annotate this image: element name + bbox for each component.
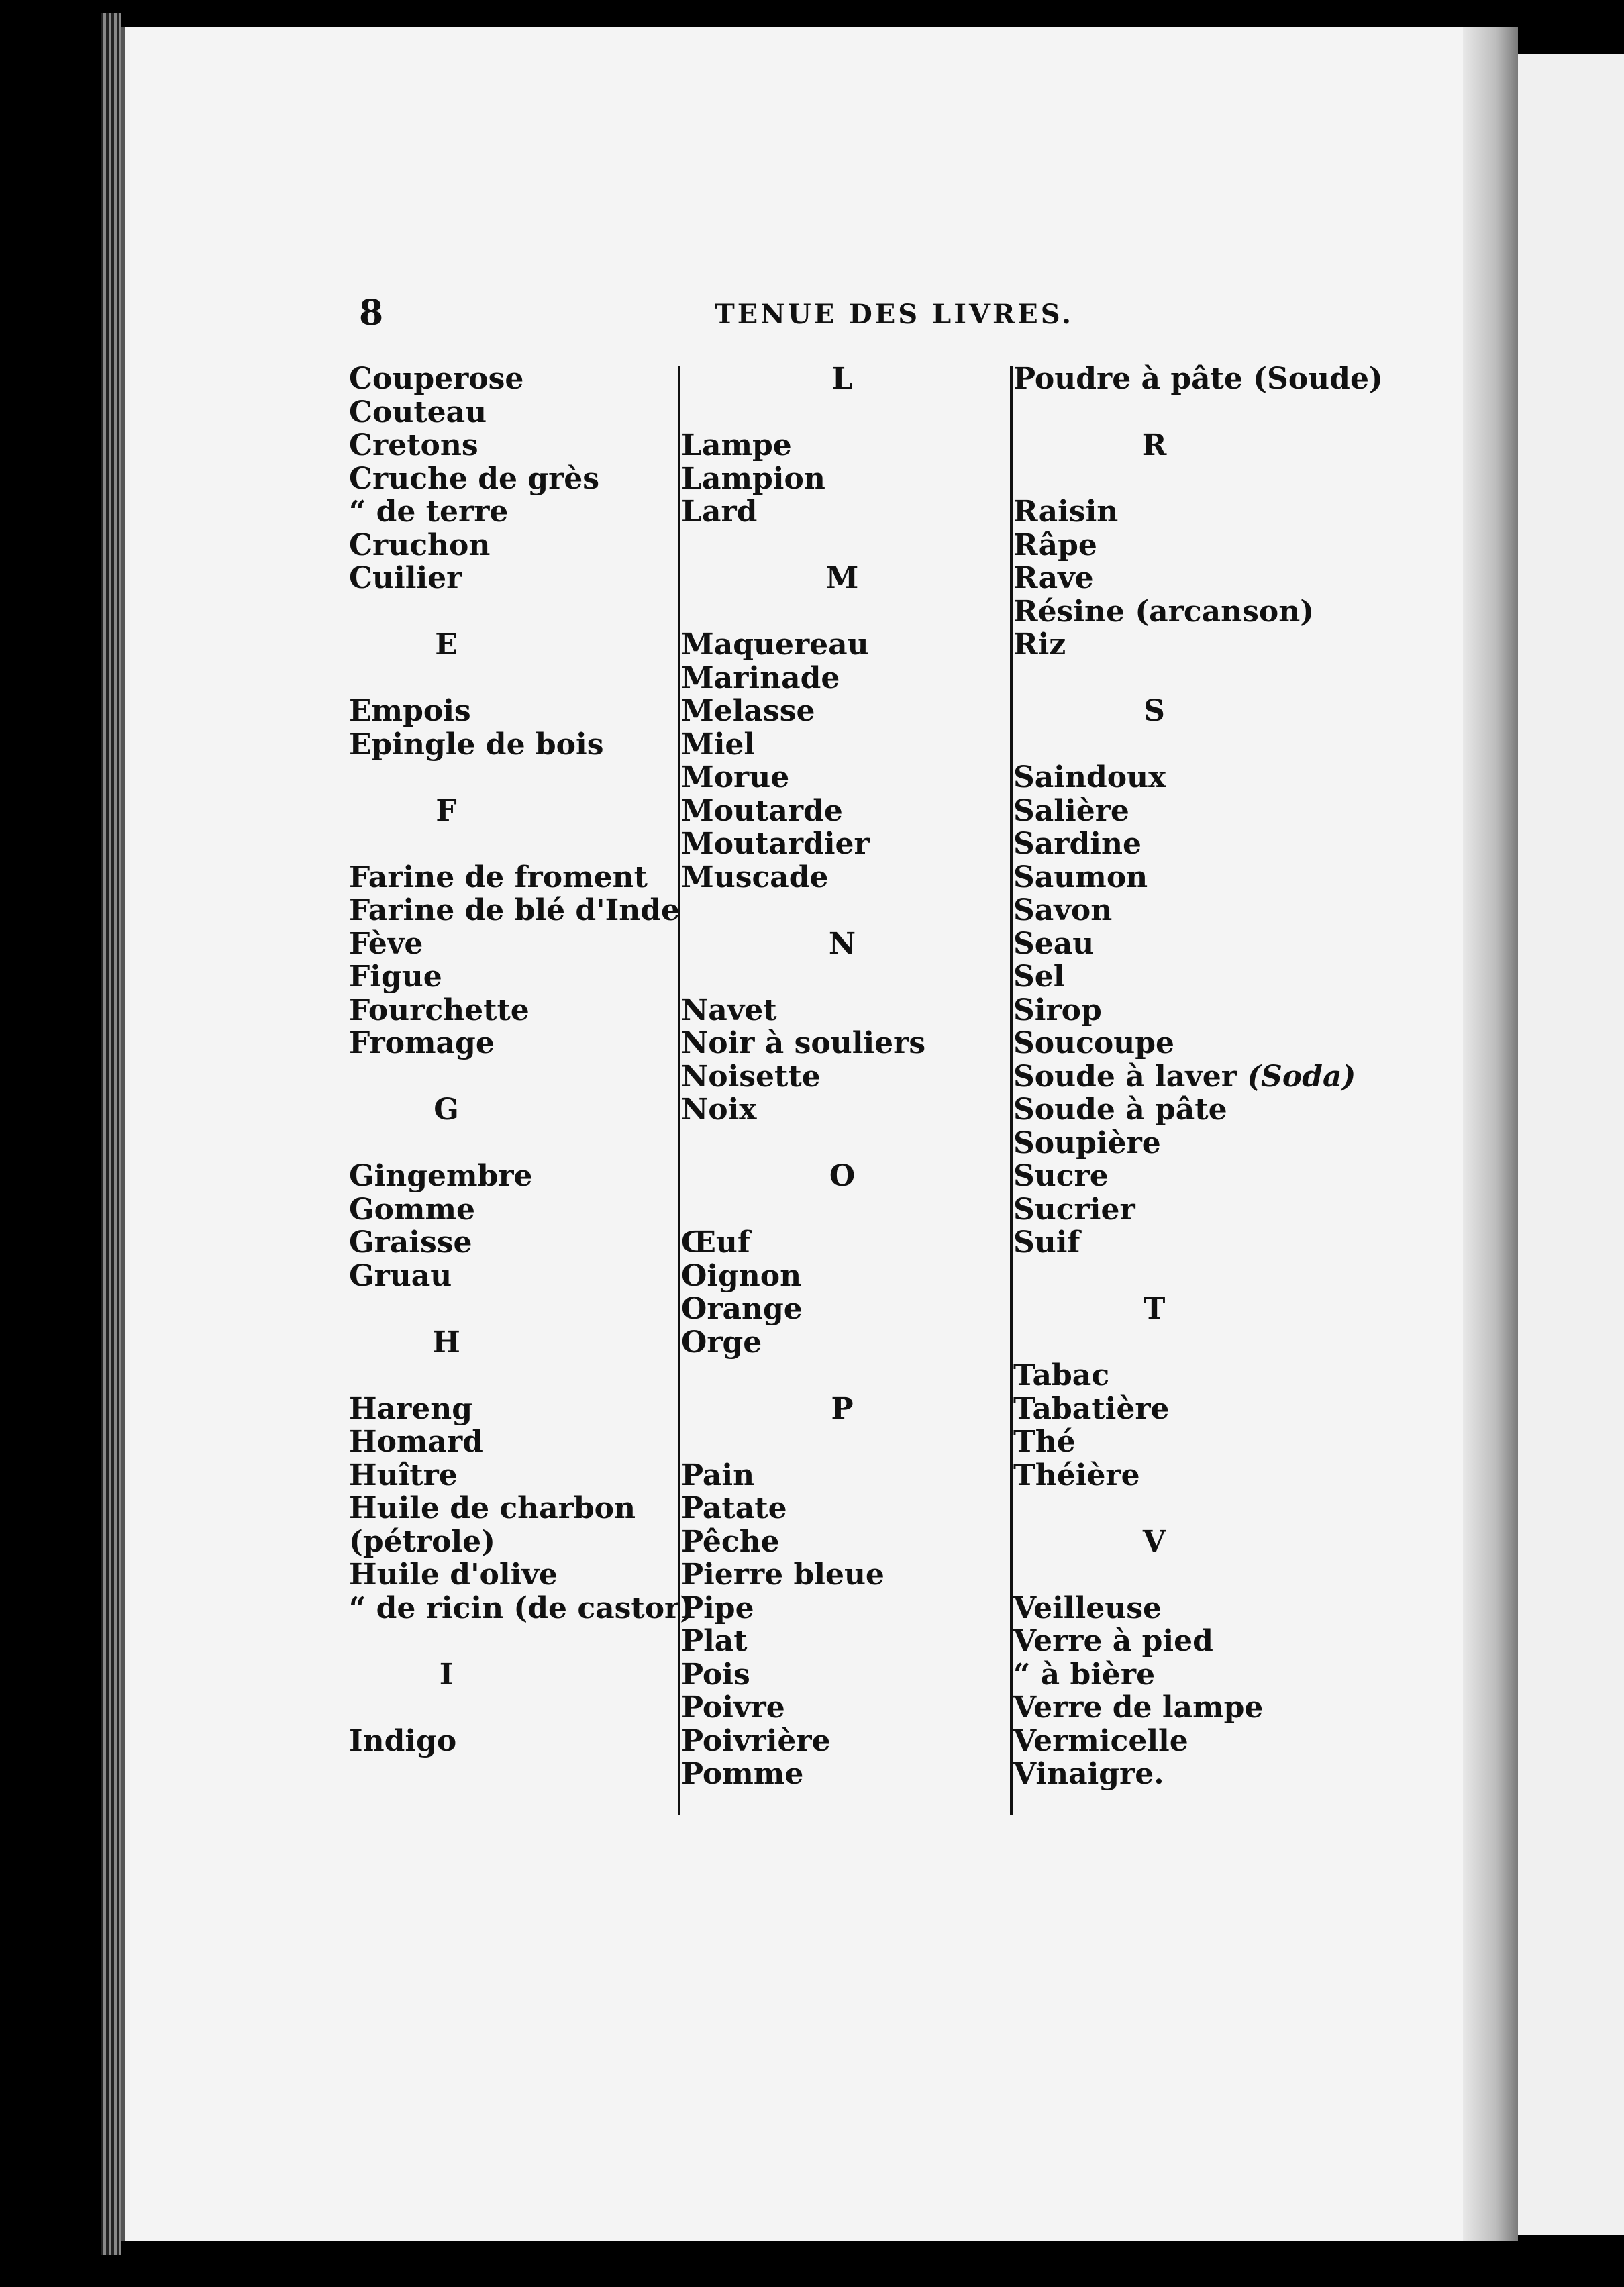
word-entry [1013, 1691, 1389, 1725]
word-entry [1013, 1725, 1389, 1758]
section-letter: F [436, 793, 457, 828]
word-entry [349, 1193, 671, 1227]
word-entry [681, 1492, 1003, 1525]
section-letter: P [831, 1391, 854, 1426]
spacer [349, 1691, 671, 1725]
word-text: Indigo [349, 1723, 457, 1758]
spacer [1013, 1492, 1389, 1525]
word-text: Thé [1013, 1425, 1076, 1459]
word-entry [349, 893, 680, 927]
word-entry [681, 695, 1003, 728]
word-text: Riz [1013, 627, 1066, 662]
word-text: Orge [681, 1325, 762, 1360]
word-entry [681, 1558, 1003, 1592]
word-entry [1013, 628, 1389, 662]
word-text: (pétrole) [349, 1524, 495, 1559]
word-text: Œuf [681, 1225, 750, 1260]
spacer [1013, 728, 1389, 762]
word-text: Sucre [1013, 1159, 1109, 1193]
word-entry [1013, 795, 1389, 828]
word-entry [681, 994, 1003, 1027]
word-text: Couteau [349, 395, 487, 429]
word-entry [681, 728, 1003, 762]
word-entry [1013, 495, 1389, 529]
word-text: Pierre bleue [681, 1558, 884, 1592]
page-stack-edge [101, 13, 121, 2255]
word-text: Saindoux [1013, 760, 1166, 795]
section-letter: L [831, 362, 853, 396]
word-text: Maquereau [681, 627, 869, 662]
word-text: Orange [681, 1292, 803, 1326]
word-column-3 [1013, 362, 1389, 1791]
word-text: Gomme [349, 1192, 476, 1227]
word-text: Noisette [681, 1059, 821, 1094]
word-text: Suif [1013, 1225, 1080, 1260]
word-entry [1013, 1093, 1389, 1127]
word-entry [681, 495, 1003, 529]
word-text: Tabatière [1013, 1391, 1170, 1426]
word-entry [349, 728, 671, 762]
word-text: Huile de charbon [349, 1491, 636, 1525]
spacer [1013, 396, 1389, 429]
word-entry [681, 628, 1003, 662]
word-entry [681, 1292, 1003, 1326]
word-text: Vermicelle [1013, 1723, 1188, 1758]
word-entry [1013, 595, 1389, 629]
section-letter: R [1141, 428, 1167, 462]
word-entry [1013, 1127, 1389, 1160]
word-entry [681, 1060, 1003, 1094]
word-entry [349, 994, 671, 1027]
word-text: Oignon [681, 1258, 802, 1293]
word-text: Noix [681, 1092, 757, 1127]
word-text: Huître [349, 1458, 458, 1492]
word-entry [1013, 1359, 1389, 1392]
word-text: Navet [681, 993, 777, 1027]
word-entry [681, 1691, 1003, 1725]
word-entry [1013, 994, 1389, 1027]
spacer [681, 960, 1003, 994]
word-entry [1013, 1392, 1389, 1426]
word-text: Miel [681, 727, 756, 762]
word-text: Tabac [1013, 1358, 1110, 1392]
word-entry [681, 1525, 1003, 1559]
word-entry [349, 1260, 671, 1293]
word-entry [1013, 861, 1389, 895]
word-entry [1013, 761, 1389, 795]
spacer [349, 827, 671, 861]
word-text: Plat [681, 1624, 748, 1658]
section-letter: E [435, 627, 458, 662]
spacer [1013, 1558, 1389, 1592]
word-text: Soude à laver [1013, 1059, 1237, 1094]
section-letter: S [1144, 694, 1165, 728]
word-entry [1013, 960, 1389, 994]
spacer [681, 396, 1003, 429]
word-entry [1013, 1459, 1389, 1492]
word-text: Râpe [1013, 527, 1097, 562]
word-entry [349, 362, 671, 396]
word-entry [1013, 1758, 1389, 1791]
word-entry [349, 529, 671, 562]
word-text: Théière [1013, 1458, 1140, 1492]
word-entry [681, 827, 1003, 861]
spacer [681, 1359, 1003, 1392]
word-text: Marinade [681, 660, 840, 695]
page-number: 8 [359, 293, 384, 334]
word-text: Fourchette [349, 993, 529, 1027]
word-entry [349, 1590, 695, 1625]
word-entry [349, 1459, 671, 1492]
word-entry [1013, 1658, 1389, 1692]
word-entry [1013, 1425, 1389, 1459]
word-entry [1013, 1226, 1389, 1260]
word-entry [349, 1725, 671, 1758]
word-entry [1013, 894, 1389, 927]
word-entry [681, 761, 1003, 795]
word-text: Morue [681, 760, 790, 795]
section-letter: H [432, 1325, 460, 1360]
facing-page-edge [1518, 54, 1624, 2235]
word-text: Graisse [349, 1225, 472, 1260]
word-entry [681, 1260, 1003, 1293]
word-text: Pain [681, 1458, 755, 1492]
spacer [681, 1127, 1003, 1160]
word-text: Soude à pâte [1013, 1092, 1227, 1127]
word-entry [349, 462, 671, 496]
word-text: Saumon [1013, 860, 1148, 895]
spacer [349, 1127, 671, 1160]
spacer [349, 662, 671, 695]
word-entry [349, 495, 671, 529]
word-text: Soucoupe [1013, 1026, 1175, 1060]
word-text: Gruau [349, 1258, 452, 1293]
word-entry [349, 1525, 671, 1559]
word-text: Sardine [1013, 827, 1141, 861]
word-text: Raisin [1013, 495, 1119, 529]
word-column-1 [349, 362, 695, 1758]
word-text: Seau [1013, 926, 1095, 961]
word-entry [349, 1226, 671, 1260]
word-entry [681, 1725, 1003, 1758]
section-letter: I [439, 1657, 454, 1692]
word-entry [681, 662, 1003, 695]
word-entry [1013, 1160, 1389, 1193]
word-text: Savon [1013, 893, 1113, 927]
word-text: Cruchon [349, 527, 491, 562]
word-text: Fromage [349, 1026, 495, 1060]
spacer [1013, 462, 1389, 496]
word-text: Sucrier [1013, 1192, 1135, 1227]
word-text: Couperose [349, 362, 524, 396]
word-text: Poivre [681, 1690, 785, 1725]
word-text: Huile d'olive [349, 1558, 558, 1592]
word-entry [681, 1758, 1003, 1791]
word-entry [1013, 1060, 1389, 1094]
spacer [681, 894, 1003, 927]
word-entry [681, 1326, 1003, 1360]
word-text: Figue [349, 960, 442, 994]
spacer [349, 595, 671, 629]
word-entry [1013, 827, 1389, 861]
word-text: Pois [681, 1657, 750, 1692]
word-text: Fève [349, 926, 423, 961]
word-text: Patate [681, 1491, 787, 1525]
word-text: “ de ricin (de castor) [349, 1590, 695, 1625]
word-entry [681, 1625, 1003, 1658]
word-text: Farine de blé d'Inde [349, 893, 680, 927]
word-entry [349, 396, 671, 429]
spacer [349, 1625, 671, 1658]
word-entry [681, 1658, 1003, 1692]
section-letter: V [1142, 1524, 1166, 1559]
word-text: Homard [349, 1425, 483, 1459]
word-text: Cuilier [349, 561, 462, 595]
word-text: Rave [1013, 561, 1094, 595]
word-text: Noir à souliers [681, 1026, 926, 1060]
word-text: Verre de lampe [1013, 1690, 1264, 1725]
word-entry [349, 1392, 671, 1426]
word-text: Epingle de bois [349, 727, 604, 762]
section-letter: G [434, 1092, 459, 1127]
word-entry [1013, 1193, 1389, 1227]
word-entry [349, 1558, 671, 1592]
word-text: Sirop [1013, 993, 1102, 1027]
word-column-2 [681, 362, 1003, 1791]
word-entry [349, 1425, 671, 1459]
word-text: Muscade [681, 860, 829, 895]
word-entry [349, 429, 671, 462]
word-entry [1013, 1625, 1389, 1658]
spacer [1013, 1326, 1389, 1360]
spacer [349, 761, 671, 795]
word-text: Empois [349, 694, 471, 728]
word-text: Moutardier [681, 827, 870, 861]
word-entry [681, 1226, 1003, 1260]
word-text: Melasse [681, 694, 815, 728]
word-text: Pipe [681, 1590, 754, 1625]
word-text: Verre à pied [1013, 1624, 1213, 1658]
word-text: Pomme [681, 1757, 804, 1791]
spacer [681, 595, 1003, 629]
word-entry [681, 1592, 1003, 1625]
word-entry [349, 1027, 671, 1060]
word-entry [681, 1027, 1003, 1060]
word-text: Vinaigre. [1013, 1757, 1164, 1791]
spacer [681, 529, 1003, 562]
word-text: Cretons [349, 428, 478, 462]
spacer [1013, 1260, 1389, 1293]
word-entry [349, 960, 671, 994]
word-entry [681, 1093, 1003, 1127]
word-text: Gingembre [349, 1159, 533, 1193]
word-text: Cruche de grès [349, 461, 600, 496]
word-text: Résine (arcanson) [1013, 594, 1315, 629]
word-entry [349, 927, 671, 961]
section-letter: T [1143, 1292, 1166, 1326]
word-entry [349, 1160, 671, 1193]
spacer [349, 1060, 671, 1094]
word-entry [1013, 1027, 1389, 1060]
word-entry [349, 1492, 671, 1525]
word-entry [349, 861, 671, 895]
section-letter: N [828, 926, 856, 961]
spacer [681, 1425, 1003, 1459]
spacer [1013, 662, 1389, 695]
word-text: “ de terre [349, 495, 509, 529]
word-text: Soupière [1013, 1125, 1161, 1160]
word-entry [681, 462, 1003, 496]
word-text: Lard [681, 495, 758, 529]
running-title: TENUE DES LIVRES. [715, 299, 1074, 330]
word-entry [1013, 562, 1389, 595]
word-entry [681, 795, 1003, 828]
section-letter: O [829, 1159, 856, 1193]
word-entry [1013, 927, 1389, 961]
word-entry [349, 695, 671, 728]
word-text: Lampe [681, 428, 792, 462]
word-entry [349, 562, 671, 595]
section-letter: M [825, 561, 859, 595]
word-text: Poivrière [681, 1723, 831, 1758]
word-text: Pêche [681, 1524, 780, 1559]
word-text: Moutarde [681, 793, 843, 828]
word-entry [1013, 1592, 1389, 1625]
word-entry [1013, 529, 1389, 562]
word-text: Farine de froment [349, 860, 648, 895]
word-gloss: (Soda) [1247, 1059, 1356, 1094]
word-entry [1013, 362, 1389, 396]
word-text: Sel [1013, 960, 1065, 994]
word-text: Salière [1013, 793, 1129, 828]
spacer [681, 1193, 1003, 1227]
word-text: Poudre à pâte (Soude) [1013, 362, 1383, 396]
word-text: “ à bière [1013, 1657, 1156, 1692]
word-text: Hareng [349, 1391, 473, 1426]
spacer [349, 1359, 671, 1392]
word-text: Veilleuse [1013, 1590, 1162, 1625]
word-text: Lampion [681, 461, 825, 496]
word-entry [681, 1459, 1003, 1492]
spacer [349, 1292, 671, 1326]
word-entry [681, 861, 1003, 895]
word-entry [681, 429, 1003, 462]
column-rule-right [1010, 366, 1013, 1815]
spine-shadow [1463, 27, 1518, 2241]
